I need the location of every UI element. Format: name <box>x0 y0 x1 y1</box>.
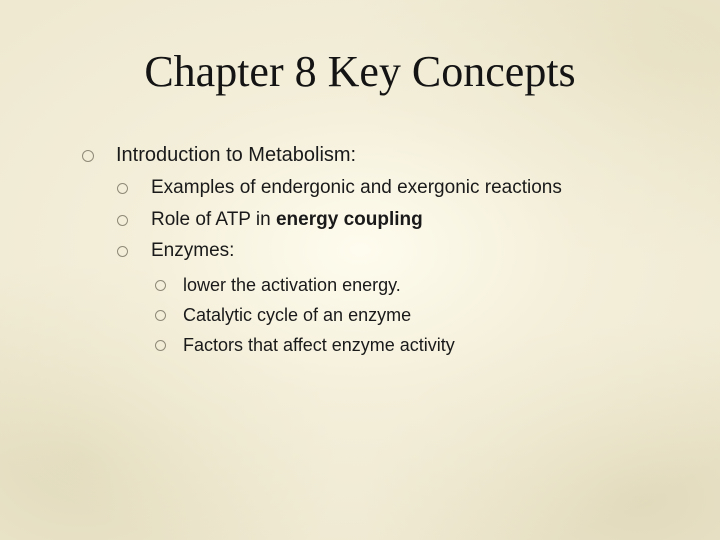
circle-bullet-icon <box>155 310 166 321</box>
circle-bullet-icon <box>155 280 166 291</box>
bullet-enzymes <box>117 240 234 262</box>
circle-bullet-icon <box>155 340 166 351</box>
bullet-text: Catalytic cycle of an enzyme <box>183 305 412 325</box>
bullet-catalytic-cycle <box>155 305 411 326</box>
circle-bullet-icon <box>117 215 128 226</box>
bullet-text: Introduction to Metabolism: <box>116 144 357 166</box>
bullet-atp <box>117 209 423 231</box>
bullet-activation-energy <box>155 275 401 296</box>
circle-bullet-icon <box>117 183 128 194</box>
bullet-examples <box>117 177 562 199</box>
circle-bullet-icon <box>82 150 94 162</box>
bullet-text-prefix: Role of ATP in <box>151 209 276 230</box>
bullet-text: Factors that affect enzyme activity <box>183 335 455 355</box>
bullet-text <box>151 209 423 231</box>
bullet-text: Examples of endergonic and exergonic reactions <box>151 177 562 198</box>
slide-title: Chapter 8 Key Concepts <box>144 47 576 96</box>
bullet-text: Enzymes: <box>151 240 235 261</box>
bullet-introduction <box>82 144 356 167</box>
circle-bullet-icon <box>117 246 128 257</box>
bullet-factors <box>155 335 455 356</box>
bullet-text: lower the activation energy. <box>183 275 401 295</box>
bullet-text-emphasis: energy coupling <box>275 209 423 230</box>
